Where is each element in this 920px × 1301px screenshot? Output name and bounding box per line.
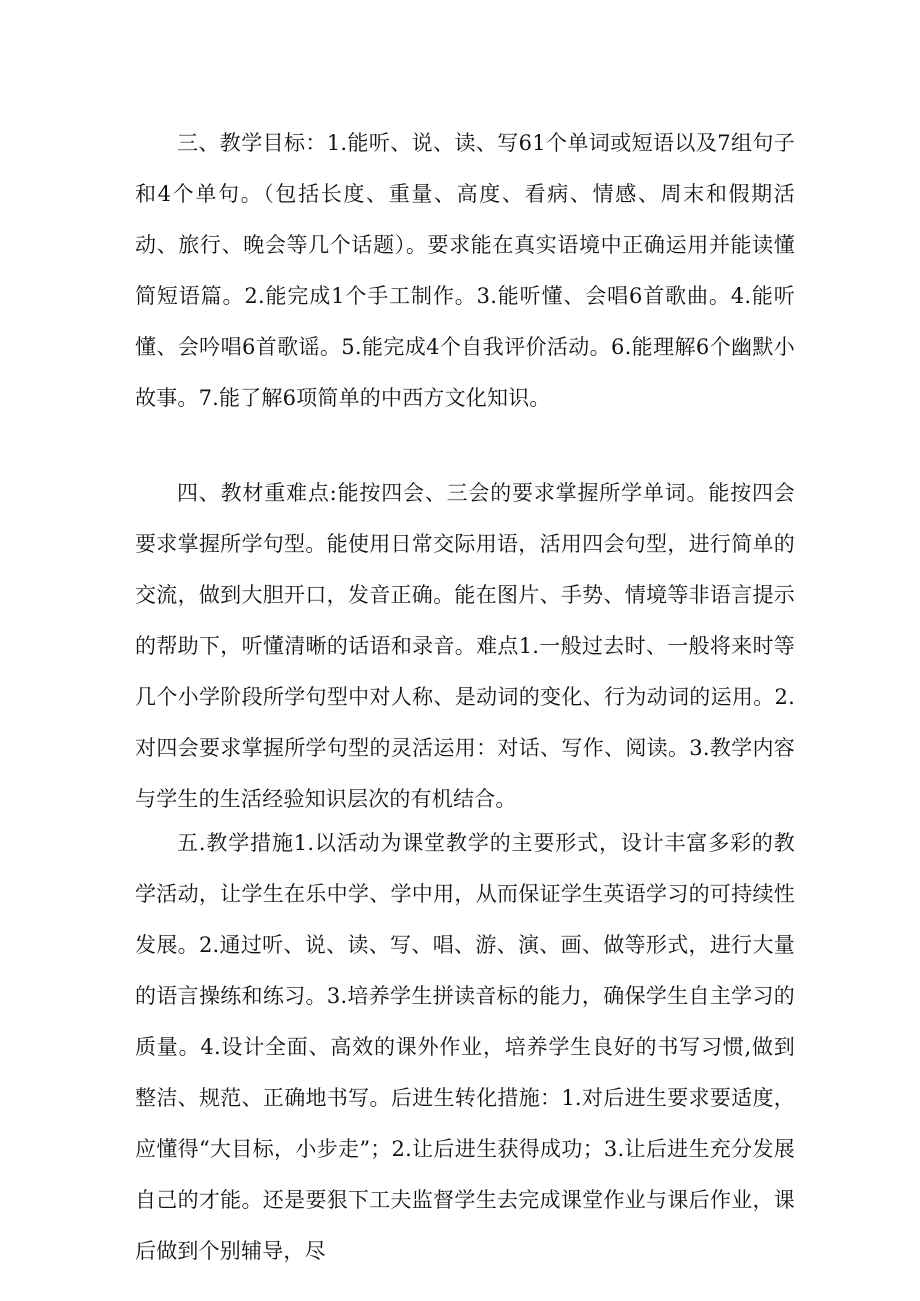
paragraph-teaching-objectives: 三、教学目标：1.能听、说、读、写61个单词或短语以及7组句子和4个单句。（包括长度、重量、高度、看病、情感、周末和假期活动、旅行、晚会等几个话题）。要求能在真实语境中正确运用并能读懂简短语篇。2.能完成1个手工制作。3.能听懂、会唱6首歌曲。4.能听懂、会吟唱6首歌谣。5.能完成4个自我评价活动。6.能理解6个幽默小故事。7.能了解6项简单的中西方文化知识。 — [135, 131, 795, 410]
paragraph-key-difficult-points: 四、教材重难点:能按四会、三会的要求掌握所学单词。能按四会要求掌握所学句型。能使用日常交际用语，活用四会句型，进行简单的交流，做到大胆开口，发音正确。能在图片、手势、情境等非语言提示的帮助下，听懂清晰的话语和录音。难点1.一般过去时、一般将来时等几个小学阶段所学句型中对人称、是动词的变化、行为动词的运用。2.对四会要求掌握所学句型的灵活运用：对话、写作、阅读。3.教学内容与学生的生活经验知识层次的有机结合。 — [135, 481, 795, 811]
paragraph-teaching-measures: 五.教学措施1.以活动为课堂教学的主要形式，设计丰富多彩的教学活动，让学生在乐中学、学中用，从而保证学生英语学习的可持续性发展。2.通过听、说、读、写、唱、游、演、画、做等形式，进行大量的语言操练和练习。3.培养学生拼读音标的能力，确保学生自主学习的质量。4.设计全面、高效的课外作业，培养学生良好的书写习惯,做到整洁、规范、正确地书写。后进生转化措施：1.对后进生要求要适度，应懂得“大目标，小步走”；2.让后进生获得成功；3.让后进生充分发展自己的才能。还是要狠下工夫监督学生去完成课堂作业与课后作业，课后做到个别辅导，尽 — [135, 831, 795, 1263]
